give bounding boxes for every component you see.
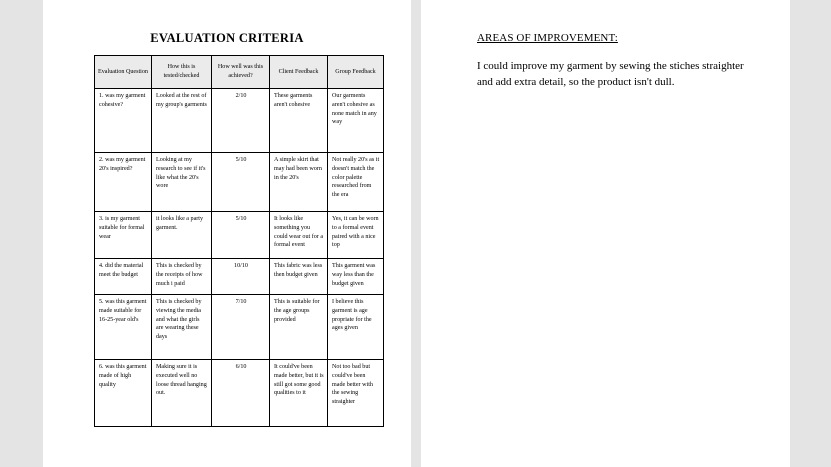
cell-question: 6. was this garment made of high quality	[95, 360, 152, 427]
cell-tested: it looks like a party garment.	[152, 212, 212, 259]
column-header-how-tested: How this is tested/checked	[152, 56, 212, 89]
cell-client-feedback: It looks like something you could wear out for a formal event	[270, 212, 328, 259]
page-title: EVALUATION CRITERIA	[150, 31, 304, 45]
cell-tested: This is checked by the receipts of how much i paid	[152, 259, 212, 295]
cell-question: 3. is my garment suitable for formal wear	[95, 212, 152, 259]
cell-score: 10/10	[212, 259, 270, 295]
cell-client-feedback: It could've been made better, but it is still got some good qualities to it	[270, 360, 328, 427]
cell-group-feedback: This garment was way less than the budget given	[328, 259, 384, 295]
cell-tested: This is checked by viewing the media and what the girls are wearing these days	[152, 295, 212, 360]
table-row	[95, 212, 384, 259]
cell-question: 1. was my garment cohesive?	[95, 89, 152, 153]
cell-question: 2. was my garment 20's inspired?	[95, 153, 152, 212]
table-header-row	[95, 56, 384, 89]
page-left	[43, 0, 411, 467]
cell-question: 5. was this garment made suitable for 16-25-year old's	[95, 295, 152, 360]
cell-question: 4. did the material meet the budget	[95, 259, 152, 295]
cell-group-feedback: I believe this garment is age propriate for the ages given	[328, 295, 384, 360]
areas-of-improvement-body: I could improve my garment by sewing the stiches straighter and add extra detail, so the product isn't dull.	[477, 60, 744, 88]
cell-score: 5/10	[212, 153, 270, 212]
cell-score: 6/10	[212, 360, 270, 427]
cell-group-feedback: Not really 20's as it doesn't match the color palette researched from the era	[328, 153, 384, 212]
page-gutter	[411, 0, 421, 467]
table-row	[95, 295, 384, 360]
column-header-evaluation-question: Evaluation Question	[95, 56, 152, 89]
cell-tested: Making sure it is executed well no loose thread hanging out.	[152, 360, 212, 427]
column-header-client-feedback: Client Feedback	[270, 56, 328, 89]
page-right	[421, 0, 790, 467]
column-header-group-feedback: Group Feedback	[328, 56, 384, 89]
column-header-how-achieved: How well was this achieved?	[212, 56, 270, 89]
table-row	[95, 89, 384, 153]
evaluation-criteria-table	[94, 55, 384, 427]
cell-client-feedback: A simple skirt that may had been worn in the 20's	[270, 153, 328, 212]
cell-score: 5/10	[212, 212, 270, 259]
cell-score: 2/10	[212, 89, 270, 153]
table-row	[95, 153, 384, 212]
cell-tested: Looking at my research to see if it's like what the 20's wore	[152, 153, 212, 212]
cell-tested: Looked at the rest of my group's garments	[152, 89, 212, 153]
table-row	[95, 259, 384, 295]
cell-group-feedback: Not too bad but could've been made better with the sewing straighter	[328, 360, 384, 427]
cell-score: 7/10	[212, 295, 270, 360]
cell-client-feedback: This fabric was less then budget given	[270, 259, 328, 295]
cell-client-feedback: This is suitable for the age groups provided	[270, 295, 328, 360]
areas-of-improvement-heading: AREAS OF IMPROVEMENT:	[477, 32, 618, 44]
cell-group-feedback: Our garments aren't cohesive as none match in any way	[328, 89, 384, 153]
table-row	[95, 360, 384, 427]
cell-client-feedback: These garments aren't cohesive	[270, 89, 328, 153]
cell-group-feedback: Yes, it can be worn to a formal event paired with a nice top	[328, 212, 384, 259]
